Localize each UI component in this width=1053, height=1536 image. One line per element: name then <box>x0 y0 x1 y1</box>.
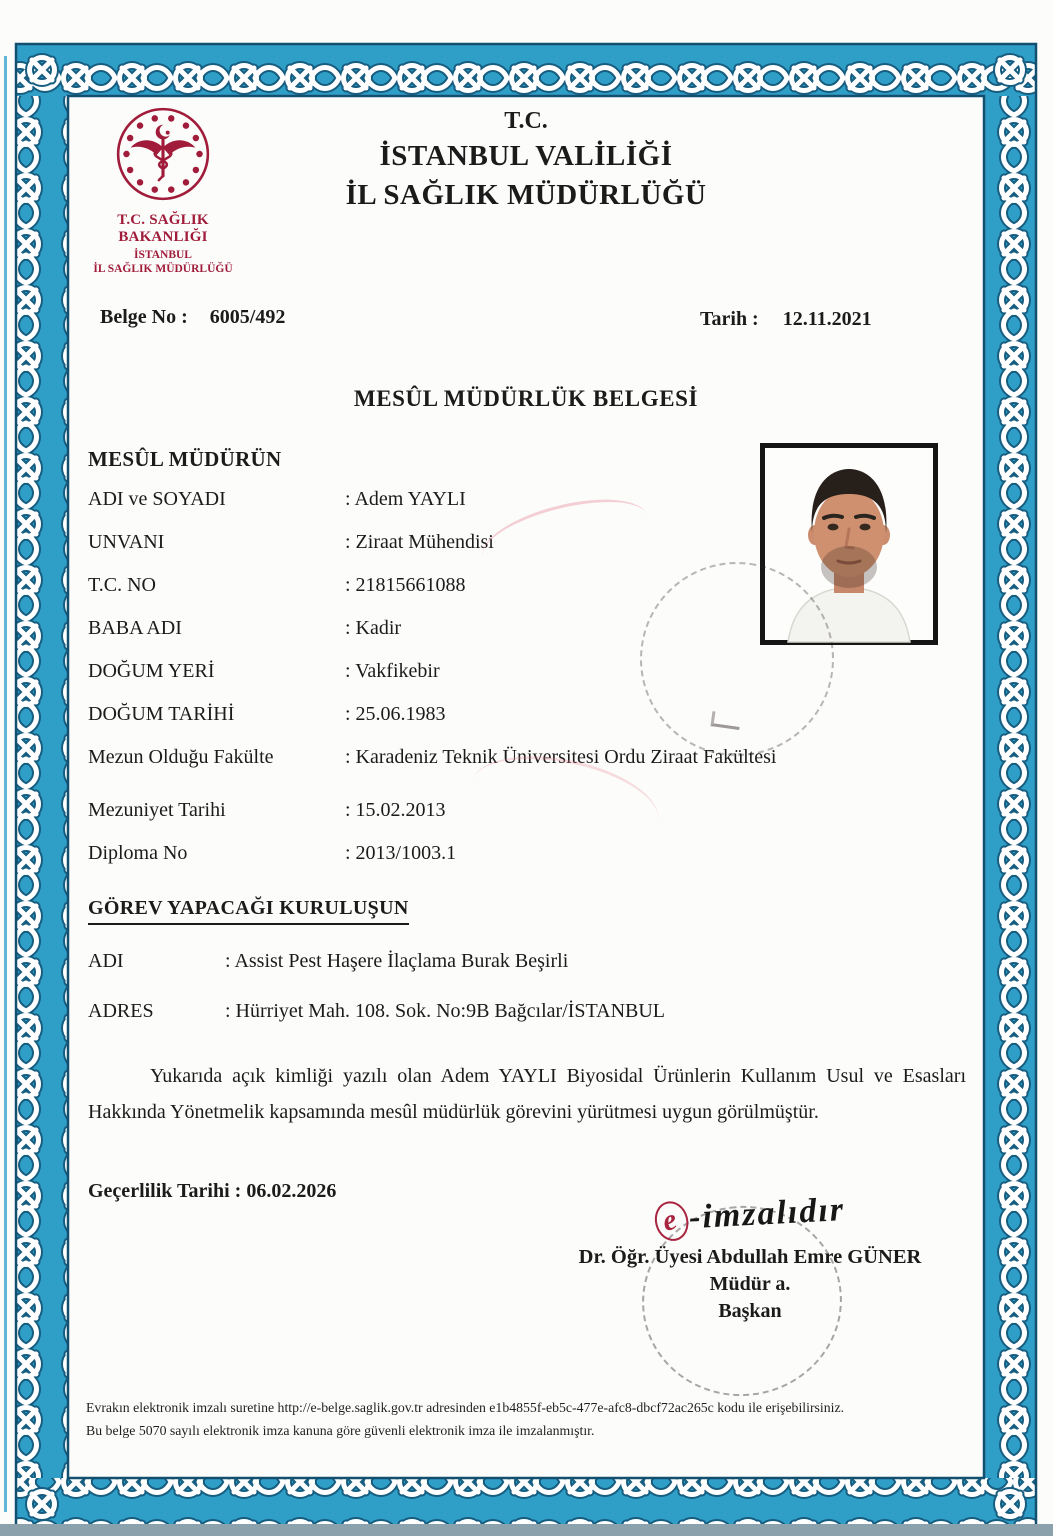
letterhead <box>68 106 984 214</box>
field-label: ADI <box>88 950 124 972</box>
document-title: MESÛL MÜDÜRLÜK BELGESİ <box>353 386 699 411</box>
footer-legal-text <box>86 1396 970 1442</box>
field-value: : Karadeniz Teknik Üniversitesi Ordu Ziraat Fakültesi <box>345 746 777 768</box>
field-row <box>88 703 968 746</box>
logo-directorate: İL SAĞLIK MÜDÜRLÜĞÜ <box>93 263 233 275</box>
validity-date: Geçerlilik Tarihi : 06.02.2026 <box>88 1180 337 1202</box>
document-date-row <box>700 308 872 331</box>
field-row <box>88 660 968 703</box>
e-signature-e-mark: e <box>650 1197 693 1244</box>
signatory-name: Dr. Öğr. Üyesi Abdullah Emre GÜNER <box>578 1246 922 1268</box>
document-number-row <box>100 306 285 329</box>
letterhead-governorship: İSTANBUL VALİLİĞİ <box>379 140 673 172</box>
field-value: : 21815661088 <box>345 574 466 596</box>
scan-bottom-strip <box>0 1524 1053 1536</box>
e-signature-text: -imzalıdır <box>688 1191 846 1237</box>
field-value: : Assist Pest Haşere İlaçlama Burak Beşirli <box>225 950 569 972</box>
manager-section-heading: MESÛL MÜDÜRÜN <box>88 447 282 471</box>
organization-section-rows <box>88 950 968 1050</box>
logo-ministry-name: T.C. SAĞLIK BAKANLIĞI <box>117 212 209 245</box>
scan-edge-artifact <box>4 56 7 1512</box>
footer-line-1: Evrakın elektronik imzalı suretine http://e-belge.saglik.gov.tr adresinden e1b4855f-eb5c-477e-afc8-dbcf72ac265c kodu ile erişebilirsiniz. <box>86 1400 845 1415</box>
field-row <box>88 950 968 1000</box>
document-date-label: Tarih : <box>700 308 759 330</box>
letterhead-directorate: İL SAĞLIK MÜDÜRLÜĞÜ <box>345 179 707 212</box>
signatory-title-1: Müdür a. <box>709 1273 791 1295</box>
field-row <box>88 1000 968 1050</box>
signatory-title-2: Başkan <box>718 1300 782 1322</box>
organization-section-heading: GÖREV YAPACAĞI KURULUŞUN <box>88 897 409 925</box>
field-label: DOĞUM YERİ <box>88 660 215 682</box>
field-value: : Ziraat Mühendisi <box>345 531 494 553</box>
field-label: DOĞUM TARİHİ <box>88 703 235 725</box>
document-number-value: 6005/492 <box>209 306 286 328</box>
field-value: : Vakfikebir <box>345 660 440 682</box>
field-value: : Hürriyet Mah. 108. Sok. No:9B Bağcılar/İSTANBUL <box>225 1000 666 1022</box>
logo-province: İSTANBUL <box>134 249 192 261</box>
field-label: T.C. NO <box>88 574 156 596</box>
signature-block <box>545 1191 955 1323</box>
field-value: : Kadir <box>345 617 402 639</box>
field-label: UNVANI <box>88 531 165 553</box>
field-value: : 15.02.2013 <box>345 799 446 821</box>
field-label: ADI ve SOYADI <box>88 488 226 510</box>
approval-paragraph: Yukarıda açık kimliği yazılı olan Adem YAYLI Biyosidal Ürünlerin Kullanım Usul ve Esasları Hakkında Yönetmelik kapsamında mesûl müdürlük görevini yürütmesi uygun görülmüştür. <box>88 1065 966 1123</box>
field-value: : Adem YAYLI <box>345 488 466 510</box>
document-date-value: 12.11.2021 <box>782 308 872 330</box>
footer-line-2: Bu belge 5070 sayılı elektronik imza kanuna göre güvenli elektronik imza ile imzalanmıştır. <box>86 1423 595 1438</box>
field-value: : 2013/1003.1 <box>345 842 457 864</box>
field-label: Mezuniyet Tarihi <box>88 799 226 821</box>
field-value: : 25.06.1983 <box>345 703 446 725</box>
field-label: ADRES <box>88 1000 154 1022</box>
field-row <box>88 842 968 885</box>
field-label: BABA ADI <box>88 617 182 639</box>
field-label: Mezun Olduğu Fakülte <box>88 746 274 768</box>
field-label: Diploma No <box>88 842 188 864</box>
letterhead-tc: T.C. <box>504 108 548 134</box>
document-number-label: Belge No : <box>100 306 188 328</box>
